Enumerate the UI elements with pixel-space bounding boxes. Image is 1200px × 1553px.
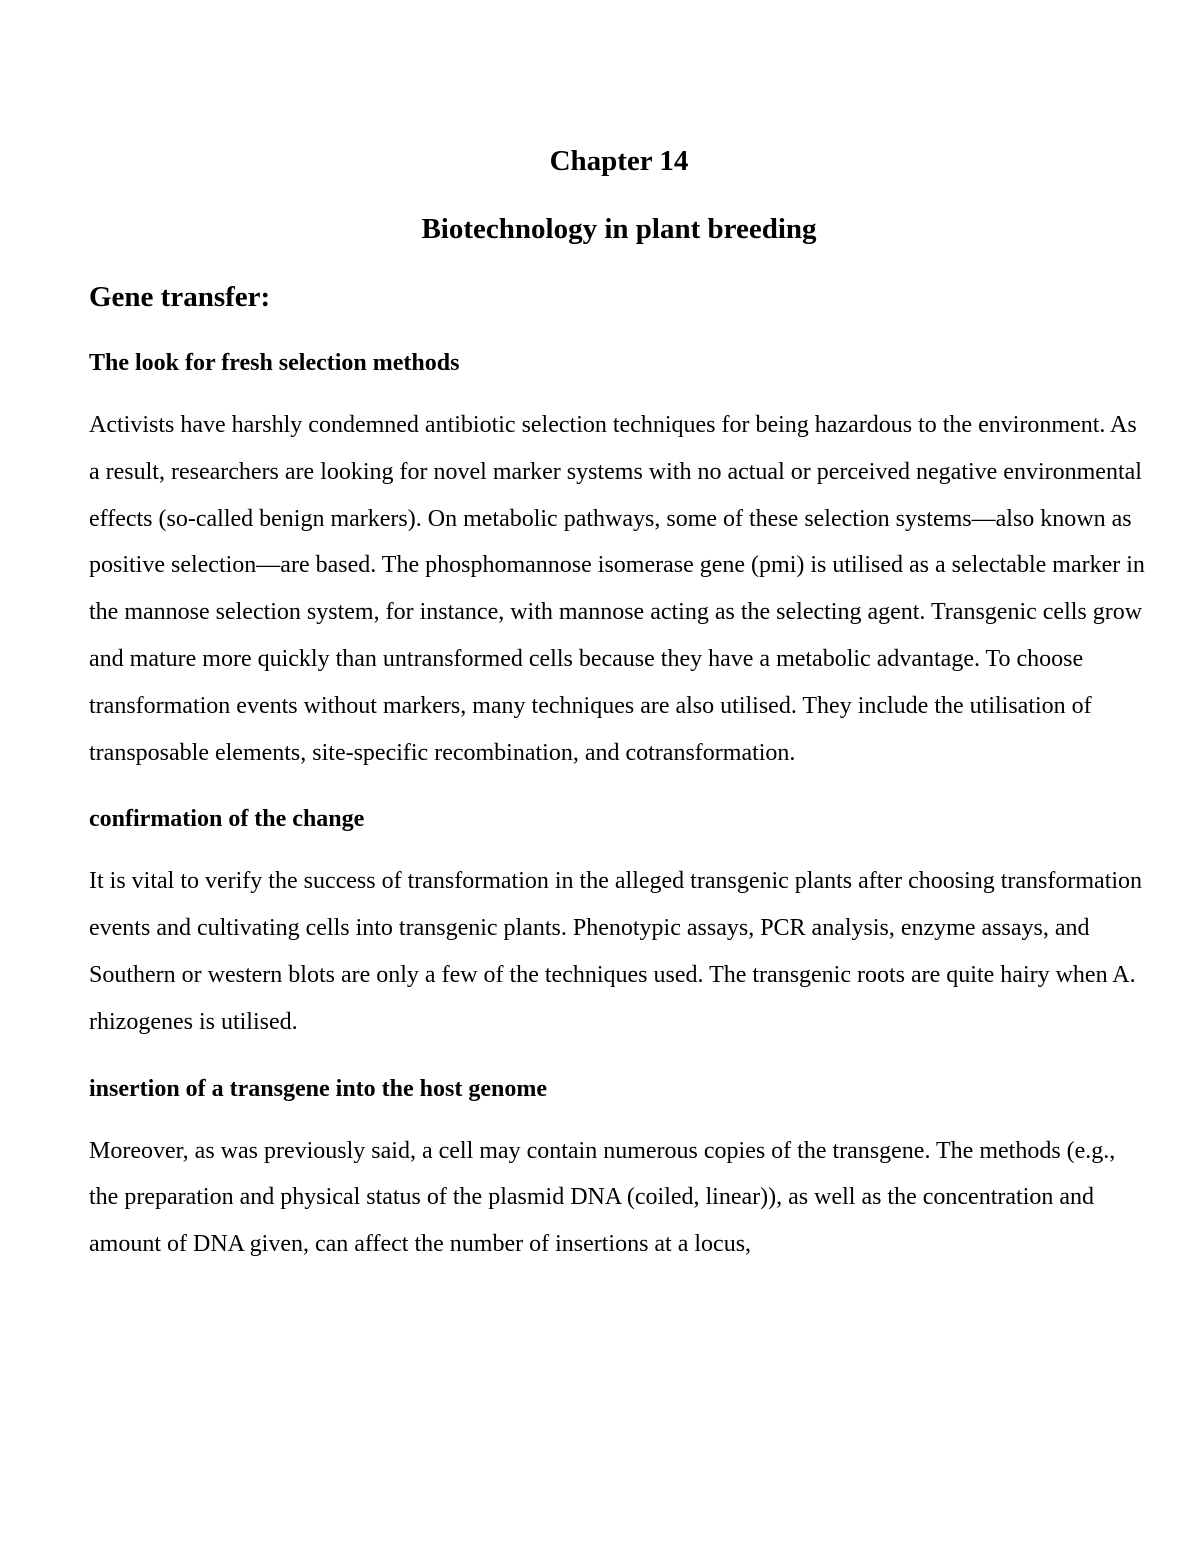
subsection-heading-insertion: insertion of a transgene into the host genome — [89, 1075, 547, 1102]
paragraph-confirmation: It is vital to verify the success of transformation in the alleged transgenic plants after choosing transformation events and cultivating cells into transgenic plants. Phenotypic assays, PCR analysis, enzyme assays, and Southern or western blots are only a few of the techniques used. The transgenic roots are quite hairy when A. rhizogenes is utilised. — [89, 868, 1143, 1035]
chapter-heading: Chapter 14 — [549, 145, 689, 177]
subsection-heading-selection-methods: The look for fresh selection methods — [89, 350, 460, 376]
subsection-heading-confirmation: confirmation of the change — [89, 806, 365, 833]
chapter-title: Biotechnology in plant breeding — [421, 213, 817, 245]
paragraph-selection-methods: Activists have harshly condemned antibiotic selection techniques for being hazardous to the environment. As a result, researchers are looking for novel marker systems with no actual or perceived negative environmental effects (so-called benign markers). On metabolic pathways, some of these selection systems—also known as positive selection—are based. The phosphomannose isomerase gene (pmi) is utilised as a selectable marker in the mannose selection system, for instance, with mannose acting as the selecting agent. Transgenic cells grow and mature more quickly than untransformed cells because they have a metabolic advantage. To choose transformation events without markers, many techniques are also utilised. They include the utilisation of transposable elements, site-specific recombination, and cotransformation. — [89, 412, 1145, 766]
page-content — [89, 138, 1149, 1268]
section-heading: Gene transfer: — [89, 281, 271, 313]
paragraph-insertion: Moreover, as was previously said, a cell may contain numerous copies of the transgene. The methods (e.g., the preparation and physical status of the plasmid DNA (coiled, linear)), as well as the concentration and amount of DNA given, can affect the number of insertions at a locus, — [89, 1137, 1116, 1258]
